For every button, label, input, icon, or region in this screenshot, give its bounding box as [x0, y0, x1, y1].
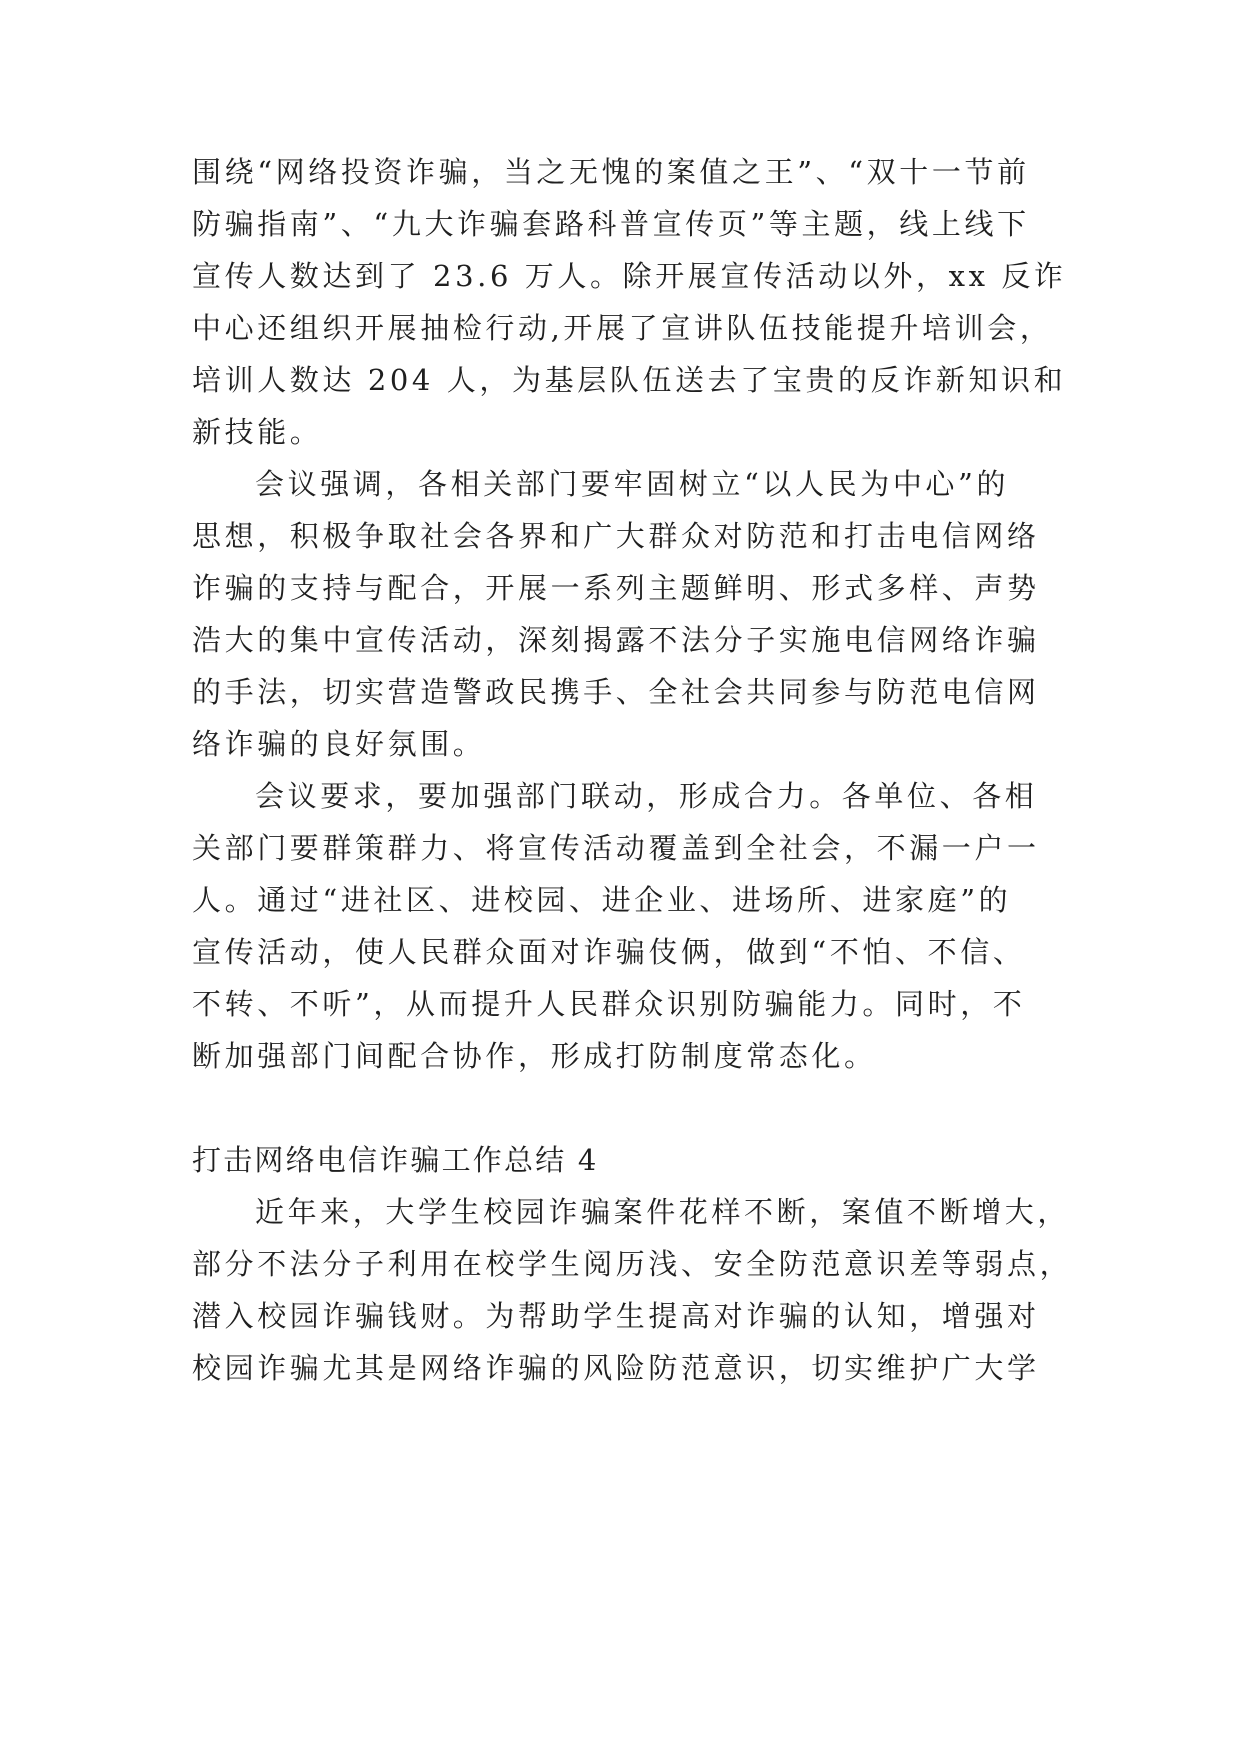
paragraph-3-line-4: 宣传活动，使人民群众面对诈骗伎俩，做到“不怕、不信、: [192, 935, 1026, 969]
paragraph-1-line-4: 中心还组织开展抽检行动,开展了宣讲队伍技能提升培训会，: [192, 311, 1053, 345]
section-heading: 打击网络电信诈骗工作总结 4: [192, 1143, 599, 1177]
paragraph-3-line-1: 会议要求，要加强部门联动，形成合力。各单位、各相: [255, 779, 1038, 813]
paragraph-2-line-4: 浩大的集中宣传活动，深刻揭露不法分子实施电信网络诈骗: [192, 623, 1040, 657]
paragraph-1-line-6: 新技能。: [192, 415, 323, 449]
paragraph-2-line-3: 诈骗的支持与配合，开展一系列主题鲜明、形式多样、声势: [192, 571, 1040, 605]
paragraph-3-line-3: 人。通过“进社区、进校园、进企业、进场所、进家庭”的: [192, 883, 1012, 917]
paragraph-1-line-2: 防骗指南”、“九大诈骗套路科普宣传页”等主题，线上线下: [192, 207, 1030, 241]
paragraph-2-line-1: 会议强调，各相关部门要牢固树立“以人民为中心”的: [255, 467, 1010, 501]
paragraph-1-line-1: 围绕“网络投资诈骗，当之无愧的案值之王”、“双十一节前: [192, 155, 1030, 189]
paragraph-3-line-5: 不转、不听”，从而提升人民群众识别防骗能力。同时，不: [192, 987, 1026, 1021]
paragraph-4-line-2: 部分不法分子利用在校学生阅历浅、安全防范意识差等弱点，: [192, 1247, 1073, 1281]
paragraph-1-line-3: 宣传人数达到了 23.6 万人。除开展宣传活动以外，xx 反诈: [192, 259, 1067, 293]
paragraph-1-line-5: 培训人数达 204 人，为基层队伍送去了宝贵的反诈新知识和: [192, 363, 1067, 397]
paragraph-3-line-2: 关部门要群策群力、将宣传活动覆盖到全社会，不漏一户一: [192, 831, 1040, 865]
paragraph-4-line-4: 校园诈骗尤其是网络诈骗的风险防范意识，切实维护广大学: [192, 1351, 1040, 1385]
paragraph-2-line-5: 的手法，切实营造警政民携手、全社会共同参与防范电信网: [192, 675, 1040, 709]
paragraph-2-line-2: 思想，积极争取社会各界和广大群众对防范和打击电信网络: [192, 519, 1040, 553]
paragraph-2-line-6: 络诈骗的良好氛围。: [192, 727, 486, 761]
paragraph-3-line-6: 断加强部门间配合协作，形成打防制度常态化。: [192, 1039, 877, 1073]
paragraph-4-line-1: 近年来，大学生校园诈骗案件花样不断，案值不断增大，: [255, 1195, 1071, 1229]
paragraph-4-line-3: 潜入校园诈骗钱财。为帮助学生提高对诈骗的认知，增强对: [192, 1299, 1040, 1333]
